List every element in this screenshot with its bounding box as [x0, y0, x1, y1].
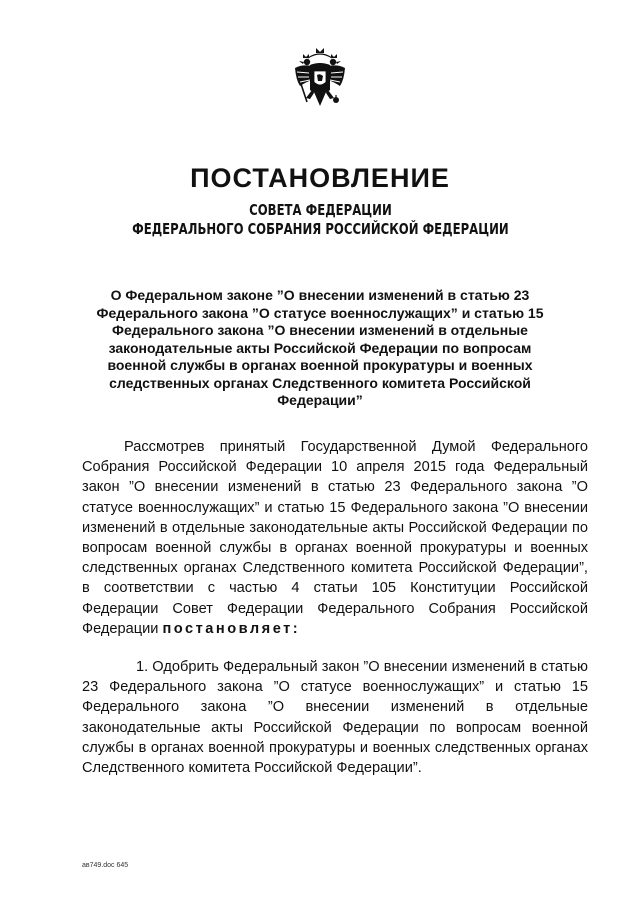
issuer-line-1: СОВЕТА ФЕДЕРАЦИИ: [248, 201, 392, 219]
double-headed-eagle-icon: [292, 46, 348, 112]
document-header: [0, 162, 640, 242]
resolution-item-1: 1. Одобрить Федеральный закон ”О внесении изменений в статью 23 Федерального закона ”О статусе военнослужащих” и статью 15 Федерального закона ”О внесении изменений в отдельные законодательные акты Российской Федерации по вопросам военной службы в органах военной прокуратуры и военных следственных органах Следственного комитета Российской Федерации”.: [82, 659, 588, 777]
preamble-text: Рассмотрев принятый Государственной Думой Федерального Собрания Российской Федерации 10 апреля 2015 года Федеральный закон ”О внесении изменений в статью 23 Федерального закона ”О статусе военнослужащих” и статью 15 Федерального закона ”О внесении изменений в отдельные законодательные акты Российской Федерации по вопросам военной службы в органах военной прокуратуры и военных следственных органах Следственного комитета Российской Федерации”, в соответствии с частью 4 статьи 105 Конституции Российской Федерации Совет Федерации Федерального Собрания Российской Федерации: [82, 439, 588, 637]
file-reference: ав749.doc 645: [82, 862, 129, 869]
document-subject: О Федеральном законе ”О внесении изменений в статью 23 Федерального закона ”О статусе военнослужащих” и статью 15 Федерального закона ”О внесении изменений в отдельные законодательные акты Российской Федерации по вопросам военной службы в органах военной прокуратуры и военных следственных органах Следственного комитета Российской Федерации”: [96, 287, 544, 408]
issuer-line-2: ФЕДЕРАЛЬНОГО СОБРАНИЯ РОССИЙСКОЙ ФЕДЕРАЦИИ: [131, 220, 509, 238]
preamble-paragraph: [82, 437, 588, 639]
document-type: ПОСТАНОВЛЕНИЕ: [190, 163, 450, 193]
resolves-word: постановляет:: [162, 620, 301, 637]
